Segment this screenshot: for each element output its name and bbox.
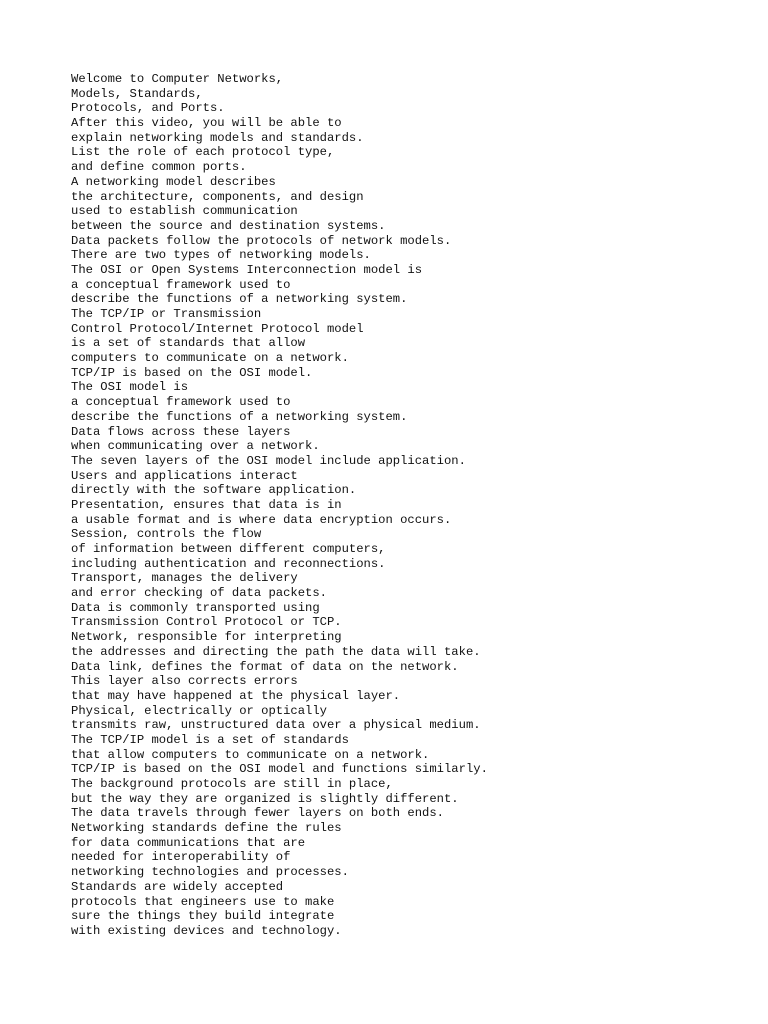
text-line: Control Protocol/Internet Protocol model	[71, 321, 364, 336]
text-line: describe the functions of a networking system.	[71, 409, 408, 424]
text-line: TCP/IP is based on the OSI model.	[71, 365, 313, 380]
text-line: a conceptual framework used to	[71, 277, 291, 292]
text-line: when communicating over a network.	[71, 439, 320, 454]
text-line: for data communications that are	[71, 835, 306, 850]
text-line: TCP/IP is based on the OSI model and functions similarly.	[71, 762, 488, 777]
text-line: sure the things they build integrate	[71, 909, 335, 924]
text-line: the addresses and directing the path the data will take.	[71, 644, 481, 659]
text-line: Welcome to Computer Networks,	[71, 72, 284, 86]
text-line: There are two types of networking models.	[71, 248, 371, 263]
text-line: Data link, defines the format of data on the network.	[71, 659, 459, 674]
text-line: Networking standards define the rules	[71, 821, 342, 836]
text-line: directly with the software application.	[71, 483, 357, 498]
text-line: Network, responsible for interpreting	[71, 630, 342, 645]
text-line: a conceptual framework used to	[71, 395, 291, 410]
text-line: transmits raw, unstructured data over a physical medium.	[71, 718, 481, 733]
text-line: Models, Standards,	[71, 86, 203, 101]
text-line: that may have happened at the physical layer.	[71, 688, 401, 703]
text-line: Transport, manages the delivery	[71, 571, 298, 586]
text-line: including authentication and reconnections.	[71, 556, 386, 571]
text-line: used to establish communication	[71, 204, 298, 219]
text-line: a usable format and is where data encryption occurs.	[71, 512, 452, 527]
text-line: Protocols, and Ports.	[71, 101, 225, 116]
text-line: computers to communicate on a network.	[71, 351, 349, 366]
text-line: networking technologies and processes.	[71, 865, 349, 880]
text-line: The OSI model is	[71, 380, 189, 395]
transcript-text	[71, 72, 488, 939]
text-line: Physical, electrically or optically	[71, 703, 327, 718]
text-line: and error checking of data packets.	[71, 586, 327, 601]
text-line: that allow computers to communicate on a network.	[71, 747, 430, 762]
text-line: is a set of standards that allow	[71, 336, 306, 351]
text-line: The TCP/IP or Transmission	[71, 307, 262, 321]
text-line: Session, controls the flow	[71, 527, 262, 542]
text-line: of information between different computers,	[71, 542, 386, 556]
text-line: and define common ports.	[71, 160, 247, 175]
text-line: A networking model describes	[71, 174, 276, 189]
text-line: but the way they are organized is slightly different.	[71, 791, 459, 806]
text-line: The background protocols are still in place,	[71, 777, 393, 791]
text-line: This layer also corrects errors	[71, 674, 298, 689]
text-line: The data travels through fewer layers on both ends.	[71, 806, 444, 821]
text-line: Presentation, ensures that data is in	[71, 497, 342, 512]
text-line: Data is commonly transported using	[71, 600, 320, 615]
text-line: The OSI or Open Systems Interconnection model is	[71, 262, 423, 277]
text-line: describe the functions of a networking system.	[71, 292, 408, 307]
text-line: explain networking models and standards.	[71, 130, 364, 145]
text-line: After this video, you will be able to	[71, 116, 342, 131]
text-line: between the source and destination systems.	[71, 218, 386, 233]
text-line: Data flows across these layers	[71, 424, 291, 439]
text-line: List the role of each protocol type,	[71, 145, 335, 160]
text-line: the architecture, components, and design	[71, 189, 364, 204]
text-line: Data packets follow the protocols of network models.	[71, 233, 452, 248]
text-line: Standards are widely accepted	[71, 879, 284, 894]
text-line: The TCP/IP model is a set of standards	[71, 732, 349, 747]
text-line: needed for interoperability of	[71, 850, 291, 865]
text-line: with existing devices and technology.	[71, 923, 342, 938]
text-line: Users and applications interact	[71, 468, 298, 483]
text-line: Transmission Control Protocol or TCP.	[71, 615, 342, 630]
text-line: The seven layers of the OSI model include application.	[71, 453, 466, 468]
text-line: protocols that engineers use to make	[71, 894, 335, 909]
